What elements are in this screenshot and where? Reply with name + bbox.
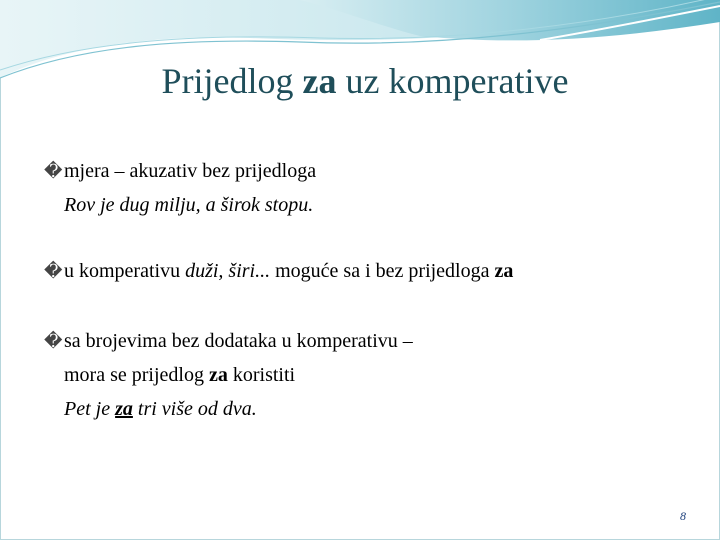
bullet-icon: � [44,261,63,281]
item-3-line2 [44,358,413,392]
bullet-item-3 [44,324,413,426]
item-3-example-a: Pet je [64,398,116,420]
item-2-text-bold: za [494,260,514,282]
bullet-icon: � [44,161,63,181]
title-suffix: uz komperative [336,61,569,101]
item-3-line2-a: mora se prijedlog [64,364,209,386]
item-2-text-b: moguće sa i bez prijedloga [270,260,495,282]
bullet-item-2 [44,254,513,288]
item-3-example-bold: za [115,398,133,420]
item-3-line2-b: koristiti [227,364,296,386]
title-bold-word: za [302,61,337,101]
item-1-example: Rov je dug milju, a širok stopu. [64,194,314,216]
item-3-example-b: tri više od dva. [132,398,257,420]
page-number: 8 [680,509,686,523]
slide-title [0,60,720,102]
item-1-text: mjera – akuzativ bez prijedloga [64,160,317,182]
title-prefix: Prijedlog [161,61,303,101]
bullet-icon: � [44,331,63,351]
bullet-item-1 [44,154,316,222]
item-3-line1: sa brojevima bez dodataka u komperativu – [64,330,413,352]
item-3-example [44,392,413,426]
item-2-text-italic: duži, širi... [185,260,271,282]
item-2-text-a: u komperativu [64,260,186,282]
item-3-line2-bold: za [208,364,228,386]
